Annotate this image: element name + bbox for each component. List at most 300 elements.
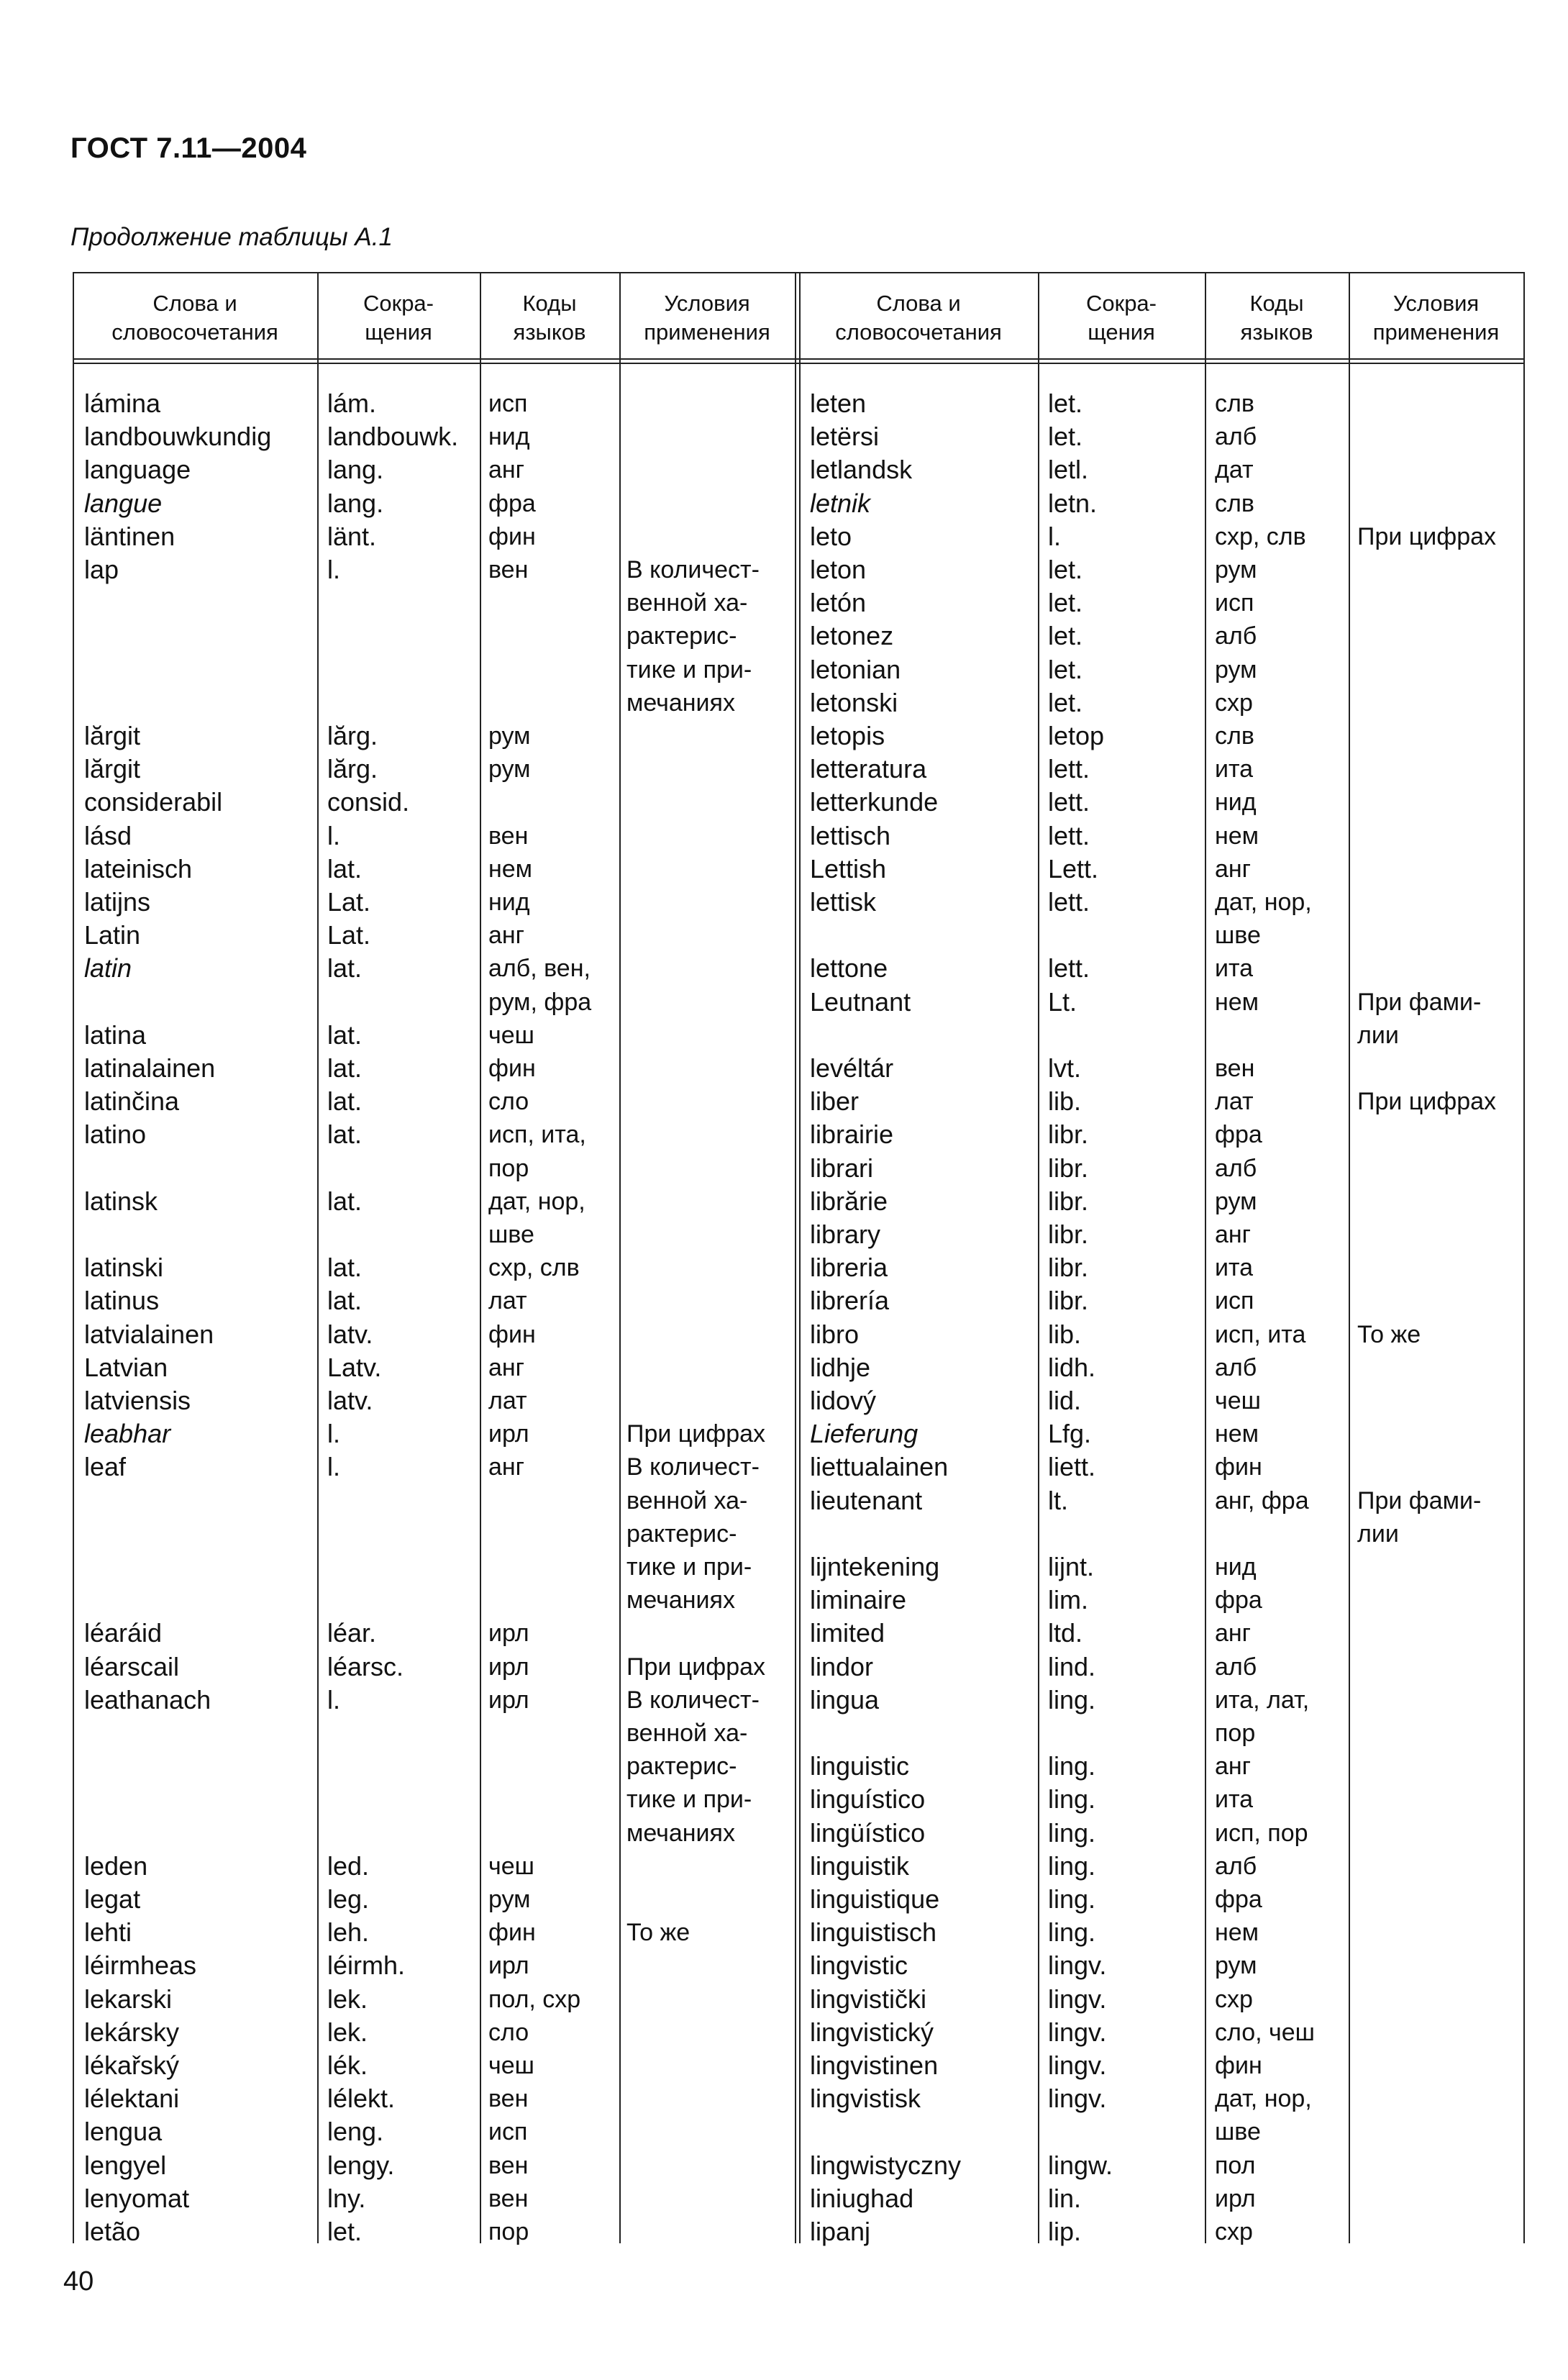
right-language-code-cell: фра <box>1215 1121 1262 1149</box>
right-word-cell: linguistic <box>810 1751 910 1781</box>
right-word-cell: leto <box>810 521 852 551</box>
right-language-code-cell: нем <box>1215 988 1259 1016</box>
right-language-code-cell: анг <box>1215 1221 1252 1248</box>
right-language-code-cell: анг <box>1215 855 1252 883</box>
left-language-code-cell: шве <box>488 1221 534 1248</box>
right-language-code-cell: шве <box>1215 2118 1261 2146</box>
right-language-code-cell: ита <box>1215 1254 1254 1282</box>
right-abbreviation-cell: ling. <box>1048 1917 1096 1948</box>
right-word-cell: lettone <box>810 953 888 984</box>
left-abbreviation-cell: lărg. <box>327 721 378 750</box>
col-border <box>480 272 481 2243</box>
right-language-code-cell: нид <box>1215 789 1257 817</box>
left-abbreviation-cell: leng. <box>327 2117 384 2147</box>
left-language-code-cell: вен <box>488 822 529 850</box>
left-word-cell: lásd <box>84 820 132 850</box>
left-word-cell: latinalainen <box>84 1053 216 1083</box>
left-abbreviation-cell: lat. <box>327 1053 363 1083</box>
right-abbreviation-cell: lett. <box>1048 953 1090 984</box>
left-language-code-cell: анг <box>488 1353 525 1381</box>
right-abbreviation-cell: libr. <box>1048 1186 1089 1216</box>
abbreviation-table <box>73 272 1525 2246</box>
left-condition-cell: рактерис- <box>626 1753 737 1781</box>
right-abbreviation-cell: lijnt. <box>1048 1552 1095 1581</box>
right-word-cell: letonian <box>810 654 901 684</box>
left-word-cell: leabhar <box>84 1419 171 1449</box>
left-abbreviation-cell: lat. <box>327 1186 363 1216</box>
right-word-cell: lidový <box>810 1386 877 1415</box>
right-abbreviation-cell: lett. <box>1048 820 1090 850</box>
right-abbreviation-cell: lt. <box>1048 1485 1069 1515</box>
right-word-cell: letnik <box>810 488 871 518</box>
left-language-code-cell: ирл <box>488 1420 529 1448</box>
right-abbreviation-cell: libr. <box>1048 1286 1089 1316</box>
right-language-code-cell: пол <box>1215 2151 1256 2179</box>
left-condition-cell: При цифрах <box>626 1420 766 1448</box>
left-condition-cell: При цифрах <box>626 1653 766 1681</box>
right-language-code-cell: алб <box>1215 1852 1257 1880</box>
right-language-code-cell: дат <box>1215 456 1254 484</box>
right-language-code-cell: исп <box>1215 1287 1254 1315</box>
header-conditions-2: Условия применения <box>1372 291 1500 345</box>
col-border <box>795 272 796 2243</box>
left-word-cell: lărgit <box>84 721 141 750</box>
right-abbreviation-cell: liett. <box>1048 1452 1096 1482</box>
left-abbreviation-cell: lat. <box>327 1286 363 1316</box>
left-abbreviation-cell: lengy. <box>327 2150 395 2180</box>
right-language-code-cell: ирл <box>1215 2184 1256 2212</box>
right-abbreviation-cell: lingv. <box>1048 2017 1107 2047</box>
right-word-cell: lindor <box>810 1651 874 1681</box>
left-word-cell: lărgit <box>84 754 141 784</box>
left-abbreviation-cell: consid. <box>327 787 410 817</box>
left-abbreviation-cell: lék. <box>327 2050 368 2080</box>
right-word-cell: linguistik <box>810 1850 910 1881</box>
left-abbreviation-cell: latv. <box>327 1386 373 1415</box>
left-abbreviation-cell: led. <box>327 1850 370 1881</box>
right-abbreviation-cell: let. <box>1048 654 1083 684</box>
left-condition-cell: В количест- <box>626 1686 760 1714</box>
right-abbreviation-cell: let. <box>1048 389 1083 418</box>
right-word-cell: liminaire <box>810 1585 907 1615</box>
right-word-cell: letlandsk <box>810 455 913 485</box>
left-language-code-cell: вен <box>488 2085 529 2113</box>
right-condition-cell: лии <box>1357 1021 1399 1049</box>
left-word-cell: leaf <box>84 1452 127 1482</box>
right-abbreviation-cell: lind. <box>1048 1651 1096 1681</box>
left-abbreviation-cell: Lat. <box>327 887 371 917</box>
left-word-cell: legat <box>84 1884 141 1914</box>
right-word-cell: letërsi <box>810 422 880 452</box>
left-language-code-cell: рум, фра <box>488 988 592 1016</box>
right-language-code-cell: алб <box>1215 1353 1257 1381</box>
left-condition-cell: рактерис- <box>626 622 737 650</box>
right-abbreviation-cell: let. <box>1048 621 1083 651</box>
right-abbreviation-cell: lett. <box>1048 787 1090 817</box>
col-border <box>317 272 319 2243</box>
table-caption: Продолжение таблицы А.1 <box>70 223 393 251</box>
left-abbreviation-cell: lat. <box>327 953 363 984</box>
left-abbreviation-cell: lang. <box>327 455 384 485</box>
right-abbreviation-cell: Lt. <box>1048 986 1077 1017</box>
left-word-cell: lengyel <box>84 2150 167 2180</box>
left-word-cell: léirmheas <box>84 1950 197 1981</box>
right-word-cell: Lieferung <box>810 1419 919 1449</box>
left-language-code-cell: фин <box>488 1919 536 1947</box>
left-language-code-cell: нид <box>488 423 530 451</box>
right-word-cell: linguistique <box>810 1884 940 1914</box>
right-language-code-cell: слв <box>1215 489 1254 517</box>
right-word-cell: lidhje <box>810 1352 871 1382</box>
left-word-cell: Latvian <box>84 1352 168 1382</box>
right-language-code-cell: рум <box>1215 1952 1257 1980</box>
right-word-cell: letterkunde <box>810 787 939 817</box>
right-abbreviation-cell: letn. <box>1048 488 1098 518</box>
left-language-code-cell: сло <box>488 2018 529 2046</box>
left-word-cell: latinski <box>84 1253 164 1283</box>
left-condition-cell: венной ха- <box>626 1486 748 1514</box>
right-word-cell: lijntekening <box>810 1552 940 1581</box>
header-language-codes-2: Коды языков <box>1240 291 1313 345</box>
left-language-code-cell: вен <box>488 2184 529 2212</box>
right-word-cell: lingwistyczny <box>810 2150 962 2180</box>
left-word-cell: latina <box>84 1019 147 1050</box>
right-condition-cell: При цифрах <box>1357 1088 1497 1116</box>
left-language-code-cell: анг <box>488 1453 525 1481</box>
left-abbreviation-cell: länt. <box>327 521 377 551</box>
right-word-cell: libreria <box>810 1253 888 1283</box>
left-language-code-cell: фин <box>488 522 536 550</box>
header-conditions: Условия применения <box>644 291 770 345</box>
right-condition-cell: При фами- <box>1357 988 1482 1016</box>
right-language-code-cell: алб <box>1215 1653 1257 1681</box>
left-word-cell: latinčina <box>84 1086 180 1117</box>
right-word-cell: levéltár <box>810 1053 894 1083</box>
right-abbreviation-cell: lingv. <box>1048 2084 1107 2114</box>
right-abbreviation-cell: ling. <box>1048 1751 1096 1781</box>
right-word-cell: lingvistinen <box>810 2050 939 2080</box>
left-condition-cell: То же <box>626 1919 690 1947</box>
left-abbreviation-cell: lélekt. <box>327 2084 396 2114</box>
left-language-code-cell: чеш <box>488 1021 534 1049</box>
left-abbreviation-cell: lny. <box>327 2183 366 2213</box>
left-abbreviation-cell: lám. <box>327 389 377 418</box>
left-abbreviation-cell: lărg. <box>327 754 378 784</box>
right-abbreviation-cell: l. <box>1048 521 1061 551</box>
right-word-cell: lingvistic <box>810 1950 908 1981</box>
right-abbreviation-cell: Lett. <box>1048 853 1099 884</box>
right-word-cell: libro <box>810 1319 860 1349</box>
right-abbreviation-cell: lett. <box>1048 887 1090 917</box>
left-word-cell: lap <box>84 555 119 584</box>
left-word-cell: lekarski <box>84 1984 173 2014</box>
col-border <box>73 272 74 2243</box>
right-word-cell: leton <box>810 555 867 584</box>
left-word-cell: landbouwkundig <box>84 422 272 452</box>
right-language-code-cell: лат <box>1215 1088 1254 1116</box>
right-language-code-cell: алб <box>1215 1154 1257 1182</box>
right-abbreviation-cell: ling. <box>1048 1784 1096 1814</box>
left-language-code-cell: исп <box>488 2118 528 2146</box>
right-language-code-cell: схр, слв <box>1215 522 1306 550</box>
right-language-code-cell: нем <box>1215 1420 1259 1448</box>
right-word-cell: lingüístico <box>810 1817 926 1848</box>
page-number: 40 <box>63 2266 94 2297</box>
right-language-code-cell: ита <box>1215 1786 1254 1814</box>
right-word-cell: lieutenant <box>810 1485 923 1515</box>
right-language-code-cell: фра <box>1215 1886 1262 1913</box>
right-language-code-cell: ита <box>1215 955 1254 983</box>
right-language-code-cell: фин <box>1215 2052 1262 2079</box>
right-abbreviation-cell: Lfg. <box>1048 1419 1092 1449</box>
right-abbreviation-cell: lingw. <box>1048 2150 1113 2180</box>
left-word-cell: Latin <box>84 920 141 950</box>
left-language-code-cell: нид <box>488 889 530 916</box>
right-condition-cell: То же <box>1357 1320 1421 1348</box>
right-language-code-cell: ита <box>1215 755 1254 784</box>
left-language-code-cell: чеш <box>488 1852 534 1880</box>
left-language-code-cell: анг <box>488 456 525 484</box>
right-language-code-cell: исп <box>1215 589 1254 617</box>
right-abbreviation-cell: lingv. <box>1048 1984 1107 2014</box>
right-word-cell: librărie <box>810 1186 888 1216</box>
left-language-code-cell: дат, нор, <box>488 1187 585 1215</box>
left-language-code-cell: нем <box>488 855 533 883</box>
right-abbreviation-cell: let. <box>1048 422 1083 452</box>
left-language-code-cell: лат <box>488 1387 527 1414</box>
left-language-code-cell: ирл <box>488 1952 529 1980</box>
right-word-cell: lingvistički <box>810 1984 927 2014</box>
left-abbreviation-cell: l. <box>327 1452 340 1482</box>
right-word-cell: librari <box>810 1153 874 1183</box>
right-word-cell: library <box>810 1219 881 1249</box>
left-abbreviation-cell: Lat. <box>327 920 371 950</box>
left-word-cell: lengua <box>84 2117 163 2147</box>
right-abbreviation-cell: let. <box>1048 687 1083 717</box>
right-abbreviation-cell: lid. <box>1048 1386 1082 1415</box>
header-abbreviations: Сокра- щения <box>363 291 434 345</box>
header-words: Слова и словосочетания <box>111 291 278 345</box>
left-condition-cell: рактерис- <box>626 1520 737 1548</box>
right-language-code-cell: алб <box>1215 423 1257 451</box>
left-abbreviation-cell: l. <box>327 1419 340 1449</box>
left-language-code-cell: рум <box>488 1886 531 1913</box>
right-condition-cell: лии <box>1357 1520 1399 1548</box>
left-word-cell: latinus <box>84 1286 160 1316</box>
left-language-code-cell: ирл <box>488 1620 529 1648</box>
right-abbreviation-cell: libr. <box>1048 1253 1089 1283</box>
left-condition-cell: мечаниях <box>626 1819 735 1847</box>
right-language-code-cell: анг <box>1215 1620 1252 1648</box>
right-language-code-cell: фра <box>1215 1586 1262 1614</box>
left-language-code-cell: вен <box>488 556 529 583</box>
right-abbreviation-cell: libr. <box>1048 1219 1089 1249</box>
right-word-cell: leten <box>810 389 867 418</box>
left-abbreviation-cell: leh. <box>327 1917 370 1948</box>
left-word-cell: letão <box>84 2217 141 2246</box>
right-word-cell: Lettish <box>810 853 887 884</box>
right-abbreviation-cell: let. <box>1048 588 1083 618</box>
right-word-cell: letón <box>810 588 867 618</box>
right-word-cell: linguistisch <box>810 1917 937 1948</box>
right-word-cell: librería <box>810 1286 890 1316</box>
left-word-cell: language <box>84 455 191 485</box>
left-abbreviation-cell: lat. <box>327 1119 363 1150</box>
left-word-cell: latvialainen <box>84 1319 214 1349</box>
right-word-cell: lingua <box>810 1684 880 1714</box>
left-language-code-cell: ирл <box>488 1686 529 1714</box>
left-word-cell: léaráid <box>84 1618 163 1648</box>
left-abbreviation-cell: leg. <box>327 1884 370 1914</box>
right-language-code-cell: анг, фра <box>1215 1486 1309 1514</box>
right-language-code-cell: схр <box>1215 689 1253 717</box>
right-abbreviation-cell: ling. <box>1048 1850 1096 1881</box>
right-abbreviation-cell: libr. <box>1048 1119 1089 1150</box>
right-abbreviation-cell: let. <box>1048 555 1083 584</box>
left-language-code-cell: исп <box>488 390 528 417</box>
left-word-cell: lékařský <box>84 2050 180 2080</box>
left-abbreviation-cell: léar. <box>327 1618 377 1648</box>
left-word-cell: leathanach <box>84 1684 211 1714</box>
left-language-code-cell: рум <box>488 755 531 784</box>
right-abbreviation-cell: libr. <box>1048 1153 1089 1183</box>
right-word-cell: limited <box>810 1618 885 1648</box>
right-abbreviation-cell: lib. <box>1048 1086 1082 1117</box>
left-condition-cell: В количест- <box>626 556 760 583</box>
right-word-cell: letteratura <box>810 754 927 784</box>
left-abbreviation-cell: l. <box>327 820 340 850</box>
left-condition-cell: венной ха- <box>626 589 748 617</box>
right-abbreviation-cell: lip. <box>1048 2217 1082 2246</box>
header-abbreviations-2: Сокра- щения <box>1086 291 1157 345</box>
left-language-code-cell: ирл <box>488 1653 529 1681</box>
left-language-code-cell: исп, ита, <box>488 1121 586 1149</box>
left-abbreviation-cell: Latv. <box>327 1352 382 1382</box>
right-abbreviation-cell: lett. <box>1048 754 1090 784</box>
right-word-cell: lipanj <box>810 2217 871 2246</box>
right-language-code-cell: схр <box>1215 1985 1253 2013</box>
right-abbreviation-cell: lim. <box>1048 1585 1088 1615</box>
right-word-cell: liniughad <box>810 2183 914 2213</box>
col-border <box>799 272 801 2243</box>
left-language-code-cell: пор <box>488 2218 529 2245</box>
document-title: ГОСТ 7.11—2004 <box>70 132 307 164</box>
left-abbreviation-cell: lek. <box>327 1984 368 2014</box>
left-condition-cell: тике и при- <box>626 1786 752 1814</box>
left-condition-cell: мечаниях <box>626 689 735 717</box>
right-language-code-cell: нем <box>1215 1919 1259 1947</box>
right-language-code-cell: исп, ита <box>1215 1320 1306 1348</box>
right-word-cell: Leutnant <box>810 986 911 1017</box>
left-word-cell: latino <box>84 1119 147 1150</box>
right-language-code-cell: дат, нор, <box>1215 2085 1312 2113</box>
left-language-code-cell: анг <box>488 922 525 950</box>
right-language-code-cell: анг <box>1215 1753 1252 1781</box>
header-language-codes: Коды языков <box>513 291 586 345</box>
left-language-code-cell: чеш <box>488 2052 534 2079</box>
left-abbreviation-cell: l. <box>327 1684 340 1714</box>
right-abbreviation-cell: lib. <box>1048 1319 1082 1349</box>
left-word-cell: latijns <box>84 887 151 917</box>
left-language-code-cell: схр, слв <box>488 1254 580 1282</box>
left-word-cell: latviensis <box>84 1386 191 1415</box>
left-abbreviation-cell: lat. <box>327 853 363 884</box>
right-abbreviation-cell: lingv. <box>1048 1950 1107 1981</box>
right-language-code-cell: алб <box>1215 622 1257 650</box>
right-language-code-cell: нид <box>1215 1553 1257 1581</box>
right-word-cell: librairie <box>810 1119 894 1150</box>
right-word-cell: letonez <box>810 621 894 651</box>
col-border <box>1038 272 1039 2243</box>
right-abbreviation-cell: lin. <box>1048 2183 1082 2213</box>
left-language-code-cell: вен <box>488 2151 529 2179</box>
left-abbreviation-cell: landbouwk. <box>327 422 459 452</box>
right-abbreviation-cell: ling. <box>1048 1884 1096 1914</box>
right-word-cell: lettisk <box>810 887 877 917</box>
right-word-cell: lingvistický <box>810 2017 934 2047</box>
right-language-code-cell: сло, чеш <box>1215 2018 1315 2046</box>
left-condition-cell: тике и при- <box>626 655 752 683</box>
left-abbreviation-cell: léirmh. <box>327 1950 406 1981</box>
left-condition-cell: венной ха- <box>626 1720 748 1747</box>
right-abbreviation-cell: lvt. <box>1048 1053 1082 1083</box>
left-language-code-cell: фин <box>488 1320 536 1348</box>
right-language-code-cell: рум <box>1215 556 1257 583</box>
right-word-cell: liber <box>810 1086 860 1117</box>
left-word-cell: lenyomat <box>84 2183 190 2213</box>
left-language-code-cell: алб, вен, <box>488 955 591 983</box>
left-language-code-cell: пор <box>488 1154 529 1182</box>
right-language-code-cell: пор <box>1215 1720 1256 1747</box>
right-abbreviation-cell: lidh. <box>1048 1352 1096 1382</box>
right-abbreviation-cell: letop <box>1048 721 1105 750</box>
left-word-cell: lélektani <box>84 2084 180 2114</box>
left-word-cell: lámina <box>84 389 161 418</box>
right-abbreviation-cell: ling. <box>1048 1684 1096 1714</box>
right-abbreviation-cell: ling. <box>1048 1817 1096 1848</box>
right-condition-cell: При цифрах <box>1357 522 1497 550</box>
left-word-cell: léarscail <box>84 1651 180 1681</box>
left-language-code-cell: фра <box>488 489 536 517</box>
right-condition-cell: При фами- <box>1357 1486 1482 1514</box>
right-abbreviation-cell: lingv. <box>1048 2050 1107 2080</box>
right-language-code-cell: слв <box>1215 722 1254 750</box>
left-word-cell: latin <box>84 953 132 984</box>
left-word-cell: leden <box>84 1850 148 1881</box>
left-abbreviation-cell: lat. <box>327 1019 363 1050</box>
right-word-cell: lettisch <box>810 820 891 850</box>
left-condition-cell: В количест- <box>626 1453 760 1481</box>
left-abbreviation-cell: latv. <box>327 1319 373 1349</box>
left-word-cell: läntinen <box>84 521 176 551</box>
left-abbreviation-cell: léarsc. <box>327 1651 404 1681</box>
right-language-code-cell: исп, пор <box>1215 1819 1308 1847</box>
left-word-cell: considerabil <box>84 787 223 817</box>
right-abbreviation-cell: letl. <box>1048 455 1089 485</box>
left-abbreviation-cell: lat. <box>327 1253 363 1283</box>
left-word-cell: latinsk <box>84 1186 158 1216</box>
right-language-code-cell: нем <box>1215 822 1259 850</box>
right-language-code-cell: вен <box>1215 1055 1255 1082</box>
left-language-code-cell: фин <box>488 1055 536 1082</box>
right-language-code-cell: слв <box>1215 390 1254 417</box>
right-language-code-cell: чеш <box>1215 1387 1261 1414</box>
right-language-code-cell: рум <box>1215 1187 1257 1215</box>
col-border <box>1205 272 1206 2243</box>
left-word-cell: lateinisch <box>84 853 193 884</box>
header-words-2: Слова и словосочетания <box>835 291 1002 345</box>
left-language-code-cell: сло <box>488 1088 529 1116</box>
